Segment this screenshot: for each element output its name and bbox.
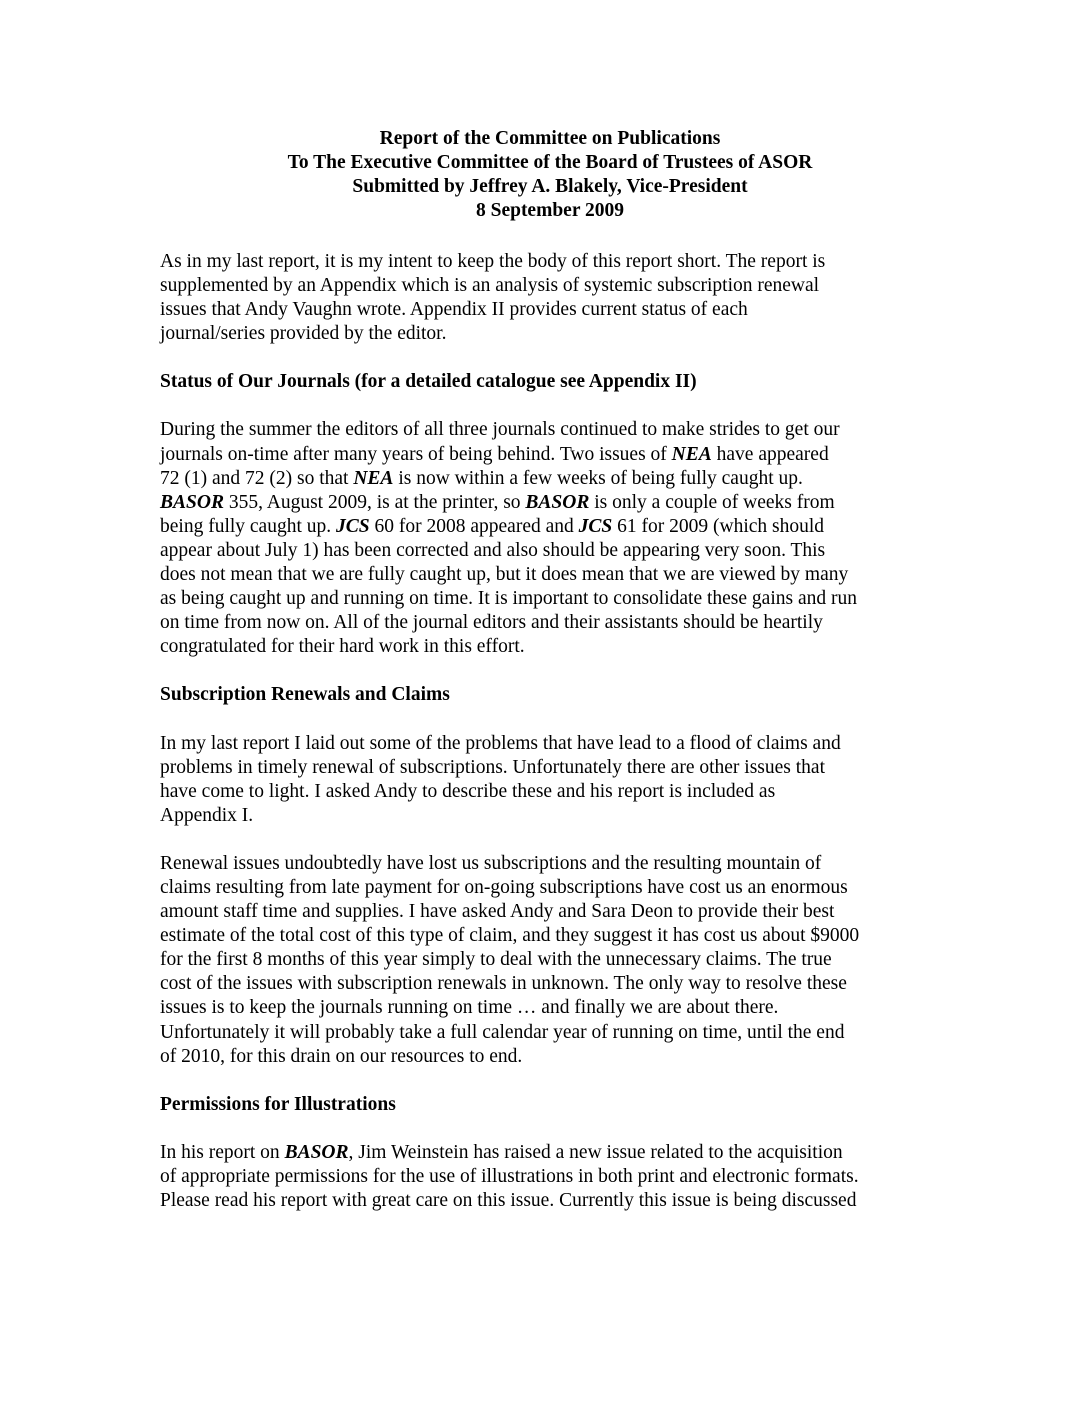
text-line: congratulated for their hard work in this effort. [160,636,525,658]
text-line: issues is to keep the journals running on time … and finally we are about there. [160,997,779,1019]
title-line-2: To The Executive Committee of the Board of Trustees of ASOR [287,152,813,173]
text-line: As in my last report, it is my intent to keep the body of this report short. The report is [160,251,826,272]
journal-name: JCS [578,515,613,537]
text-line: problems in timely renewal of subscriptions. Unfortunately there are other issues that [160,756,825,778]
section-heading-renewals: Subscription Renewals and Claims [160,684,450,706]
journal-name: NEA [353,467,394,489]
text-line: In my last report I laid out some of the problems that have lead to a flood of claims and [160,732,841,754]
title-line-3: Submitted by Jeffrey A. Blakely, Vice-President [352,176,748,197]
journal-name: BASOR [284,1141,349,1163]
renewals-paragraph-1 [160,732,940,828]
journals-paragraph [160,418,940,659]
journal-name: JCS [336,515,370,537]
title-line-4: 8 September 2009 [475,200,625,221]
text-line: 72 (1) and 72 (2) so that NEA is now within a few weeks of being fully caught up. [160,467,803,489]
report-title [160,127,940,223]
text-line: Unfortunately it will probably take a full calendar year of running on time, until the end [160,1021,845,1043]
intro-paragraph [160,250,940,346]
text-line: have come to light. I asked Andy to describe these and his report is included as [160,780,776,802]
text-line: of 2010, for this drain on our resources to end. [160,1045,523,1067]
document-page [160,127,940,1237]
text-line: for the first 8 months of this year simply to deal with the unnecessary claims. The true [160,949,832,971]
text-line: During the summer the editors of all three journals continued to make strides to get our [160,419,840,441]
permissions-paragraph [160,1141,940,1213]
text-line: claims resulting from late payment for on-going subscriptions have cost us an enormous [160,876,848,898]
text-line: being fully caught up. JCS 60 for 2008 appeared and JCS 61 for 2009 (which should [160,515,825,537]
section-heading-permissions: Permissions for Illustrations [160,1093,396,1115]
text-line: In his report on BASOR, Jim Weinstein has raised a new issue related to the acquisition [160,1141,843,1163]
text-line: BASOR 355, August 2009, is at the printer, so BASOR is only a couple of weeks from [160,491,835,513]
text-line: as being caught up and running on time. It is important to consolidate these gains and run [160,588,857,610]
text-line: of appropriate permissions for the use of illustrations in both print and electronic formats. [160,1165,859,1187]
title-line-1: Report of the Committee on Publications [379,128,721,149]
text-line: journals on-time after many years of being behind. Two issues of NEA have appeared [160,443,829,465]
text-line: estimate of the total cost of this type of claim, and they suggest it has cost us about $9000 [160,925,860,947]
text-line: does not mean that we are fully caught up, but it does mean that we are viewed by many [160,564,849,586]
text-line: journal/series provided by the editor. [160,323,447,345]
text-line: cost of the issues with subscription renewals in unknown. The only way to resolve these [160,973,847,995]
section-heading-journals: Status of Our Journals (for a detailed catalogue see Appendix II) [160,371,697,393]
text-line: issues that Andy Vaughn wrote. Appendix II provides current status of each [160,299,748,321]
text-line: amount staff time and supplies. I have asked Andy and Sara Deon to provide their best [160,901,835,923]
text-line: supplemented by an Appendix which is an analysis of systemic subscription renewal [160,275,820,297]
text-line: appear about July 1) has been corrected and also should be appearing very soon. This [160,539,826,561]
text-line: on time from now on. All of the journal editors and their assistants should be heartily [160,612,823,634]
text-line: Please read his report with great care on this issue. Currently this issue is being discussed [160,1190,857,1211]
journal-name: NEA [671,443,712,465]
text-line: Appendix I. [160,804,254,826]
journal-name: BASOR [160,491,224,513]
text-line: Renewal issues undoubtedly have lost us subscriptions and the resulting mountain of [160,852,822,874]
journal-name: BASOR [525,491,590,513]
renewals-paragraph-2 [160,852,940,1069]
